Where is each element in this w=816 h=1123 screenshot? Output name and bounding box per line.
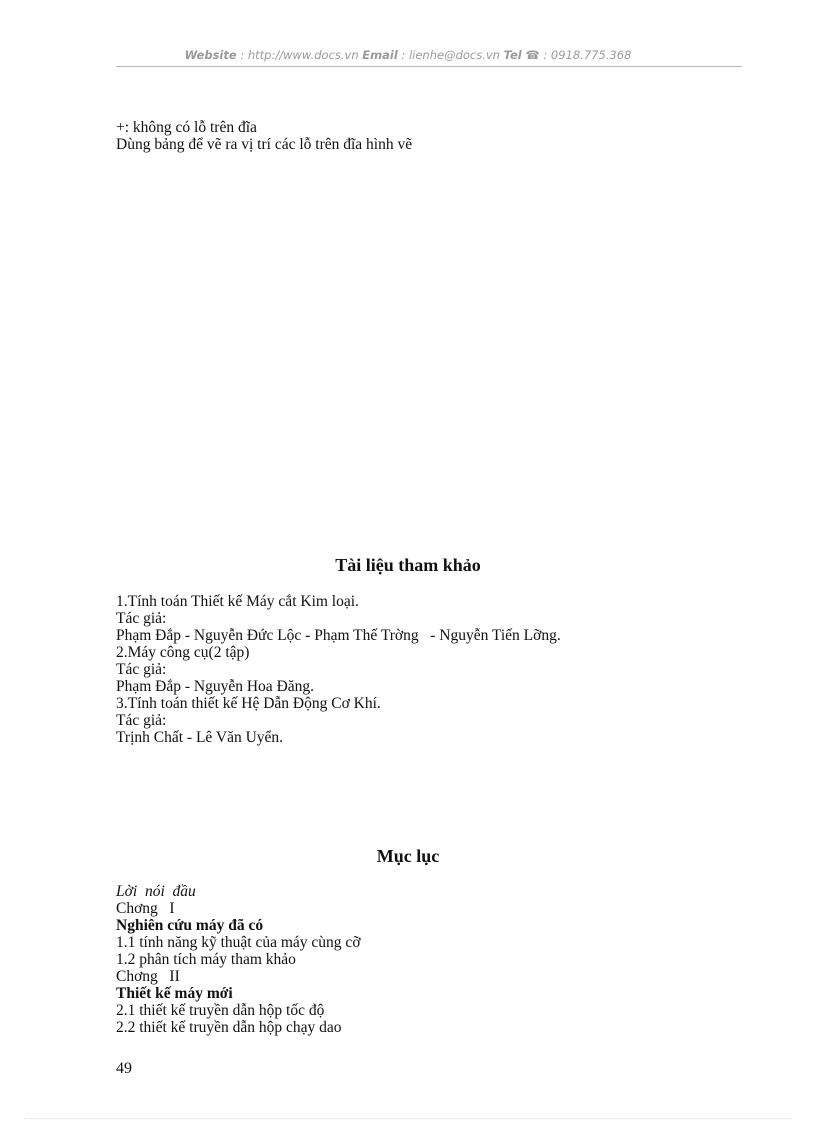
reference-line: Tác giả: — [116, 610, 167, 627]
footer-divider — [24, 1118, 792, 1119]
reference-line: Phạm Đắp - Nguyễn Hoa Đăng. — [116, 678, 315, 695]
toc-item[interactable]: Nghiên cứu máy đã có — [116, 917, 264, 934]
reference-line: 2.Máy công cụ(2 tập) — [116, 644, 250, 661]
text-line: Dùng bảng để vẽ ra vị trí các lỗ trên đĩa hình vẽ — [116, 136, 413, 153]
intro-text — [116, 119, 412, 153]
page-number: 49 — [116, 1060, 132, 1077]
reference-line: Tác giả: — [116, 712, 167, 729]
toc-item[interactable]: Chơng I — [116, 900, 175, 917]
website-label: Website — [184, 48, 237, 62]
email-link[interactable]: : lienhe@docs.vn — [397, 48, 504, 62]
website-link[interactable]: : http://www.docs.vn — [236, 48, 363, 62]
email-label: Email — [362, 48, 398, 62]
toc-list — [116, 883, 361, 1036]
toc-item[interactable]: Thiết kế máy mới — [116, 985, 233, 1002]
references-list — [116, 593, 561, 746]
tel-value: : 0918.775.368 — [539, 48, 632, 62]
toc-item[interactable]: 1.2 phân tích máy tham khảo — [116, 951, 296, 968]
header-divider — [116, 66, 742, 67]
toc-item[interactable]: 1.1 tính năng kỹ thuật của máy cùng cỡ — [116, 934, 361, 951]
tel-label: Tel — [503, 48, 522, 62]
toc-title: Mục lục — [376, 846, 440, 866]
references-title: Tài liệu tham khảo — [335, 555, 481, 575]
reference-line: Trịnh Chất - Lê Văn Uyển. — [116, 729, 284, 746]
text-line: +: không có lỗ trên đĩa — [116, 119, 257, 136]
page-header — [0, 48, 816, 62]
toc-item[interactable]: Chơng II — [116, 968, 180, 985]
toc-item[interactable]: 2.2 thiết kế truyền dẫn hộp chạy dao — [116, 1019, 342, 1036]
reference-line: Tác giả: — [116, 661, 167, 678]
reference-line: Phạm Đắp - Nguyễn Đức Lộc - Phạm Thế Trờng - Nguyễn Tiến Lỡng. — [116, 627, 561, 644]
reference-line: 1.Tính toán Thiết kế Máy cắt Kim loại. — [116, 593, 359, 610]
reference-line: 3.Tính toán thiết kế Hệ Dẫn Động Cơ Khí. — [116, 695, 381, 712]
phone-icon: ☎ — [525, 48, 540, 62]
toc-item[interactable]: Lời nói đầu — [116, 883, 196, 900]
toc-item[interactable]: 2.1 thiết kế truyền dẫn hộp tốc độ — [116, 1002, 325, 1019]
